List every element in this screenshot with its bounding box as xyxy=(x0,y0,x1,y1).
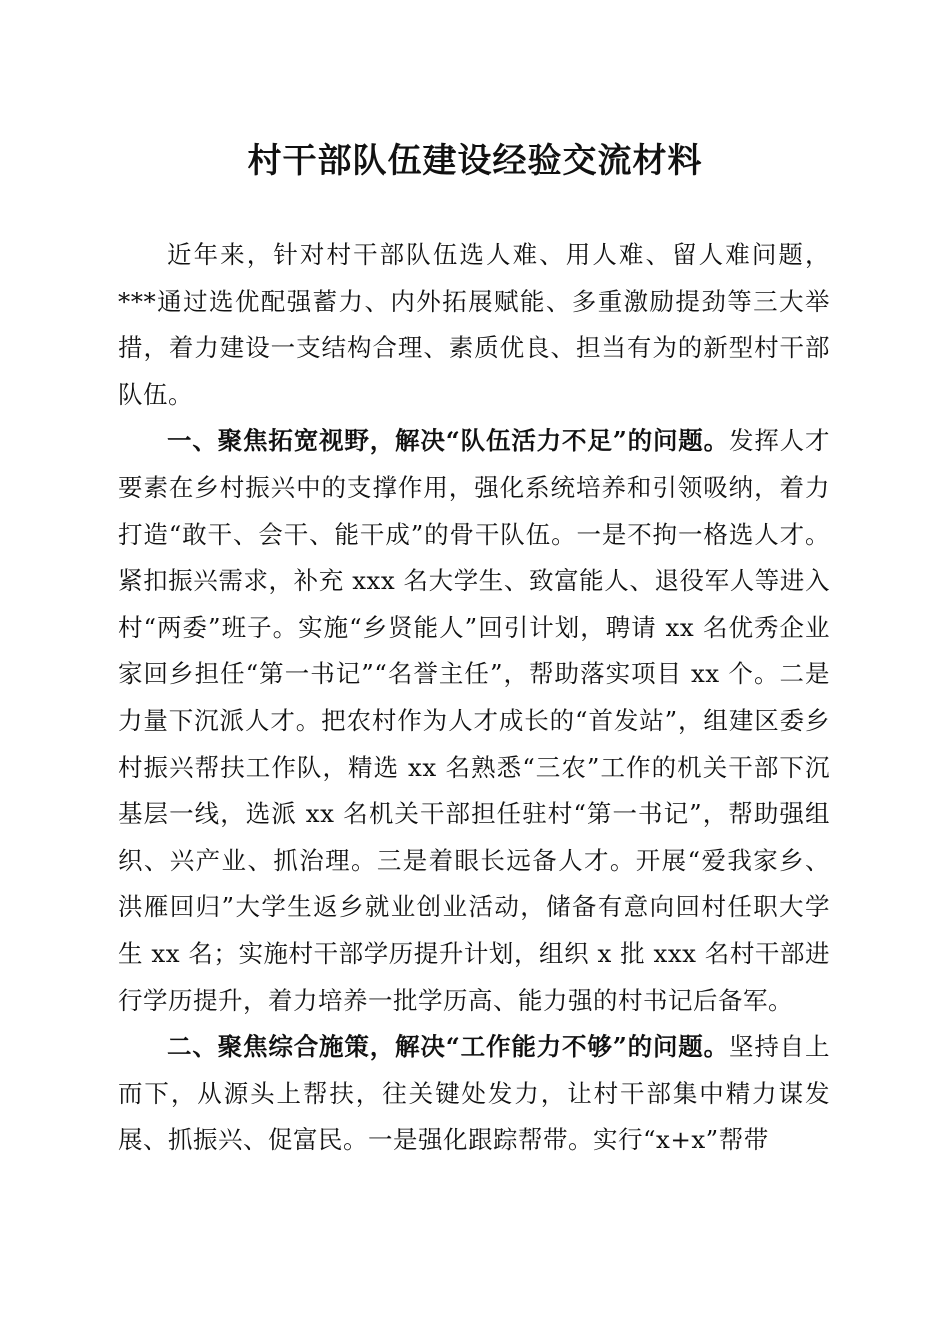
document-body xyxy=(118,232,830,1164)
paragraph-lead: 一、聚焦拓宽视野，解决“队伍活力不足”的问题。 xyxy=(167,426,729,456)
paragraph-text: 坚持自上而下，从源头上帮扶，往关键处发力，让村干部集中精力谋发展、抓振兴、促富民。一是强化跟踪帮带。实行“x+x”帮带 xyxy=(118,1032,831,1155)
paragraph-text: 发挥人才要素在乡村振兴中的支撑作用，强化系统培养和引领吸纳，着力打造“敢干、会干、能干成”的骨干队伍。一是不拘一格选人才。紧扣振兴需求，补充 xxx 名大学生、致富能人、退役军人等进入村“两委”班子。实施“乡贤能人”回引计划，聘请 xx 名优秀企业家回乡担任“第一书记”“名誉主任”，帮助落实项目 xx 个。二是力量下沉派人才。把农村作为人才成长的“首发站”，组建区委乡村振兴帮扶工作队，精选 xx 名熟悉“三农”工作的机关干部下沉基层一线，选派 xx 名机关干部担任驻村“第一书记”，帮助强组织、兴产业、抓治理。三是着眼长远备人才。开展“爱我家乡、洪雁回归”大学生返乡就业创业活动，储备有意向回村任职大学生 xx 名；实施村干部学历提升计划，组织 x 批 xxx 名村干部进行学历提升，着力培养一批学历高、能力强的村书记后备军。 xyxy=(118,426,831,1015)
paragraph-lead: 二、聚焦综合施策，解决“工作能力不够”的问题。 xyxy=(167,1032,729,1062)
paragraph-intro xyxy=(118,232,830,418)
paragraph-section-2 xyxy=(118,1024,830,1164)
paragraph-text: 近年来，针对村干部队伍选人难、用人难、留人难问题，***通过选优配强蓄力、内外拓展赋能、多重激励提劲等三大举措，着力建设一支结构合理、素质优良、担当有为的新型村干部队伍。 xyxy=(118,240,830,409)
paragraph-section-1 xyxy=(118,418,830,1024)
document-title: 村干部队伍建设经验交流材料 xyxy=(247,141,703,181)
